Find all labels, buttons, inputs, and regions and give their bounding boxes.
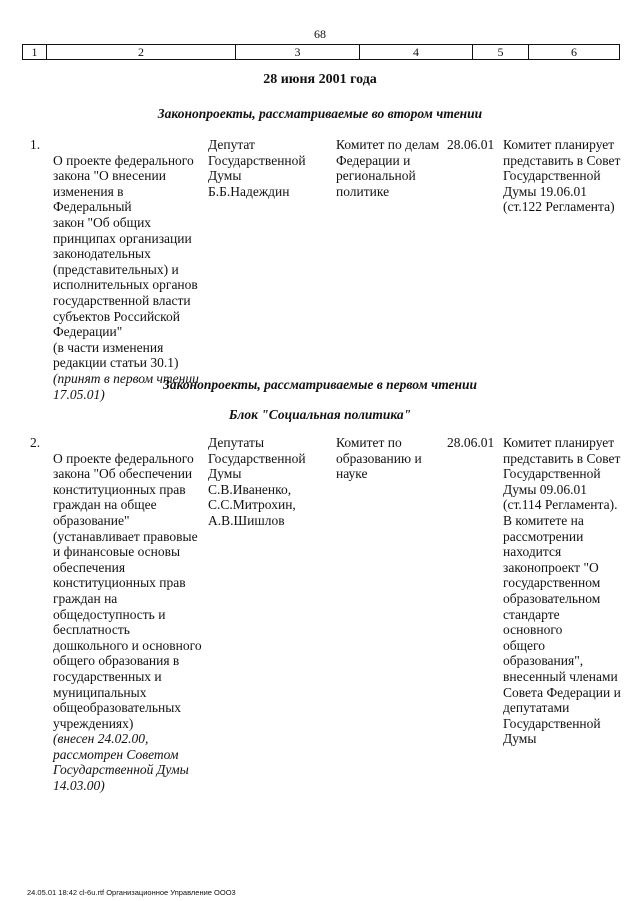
column-header-4: 4 bbox=[360, 45, 473, 60]
section-heading-first-reading: Законопроекты, рассматриваемые в первом чтении bbox=[162, 377, 478, 392]
entry-author: Депутат Государственной Думы Б.Б.Надеждин bbox=[208, 137, 306, 199]
entry-committee: Комитет по образованию и науке bbox=[336, 435, 422, 482]
entry-title: О проекте федерального закона "Об обеспечении конституционных прав граждан на общее образование" (устанавливает правовые и финансовые основы обеспечения конституционных прав граждан на общедоступность и бесплатность дошкольного и основного общего образования в государственных и муниципальных общеобразовательных учреждениях) bbox=[53, 450, 202, 731]
page-number: 68 bbox=[314, 27, 326, 41]
column-header-2: 2 bbox=[47, 45, 236, 60]
entry-date: 28.06.01 bbox=[447, 137, 495, 152]
column-header-3: 3 bbox=[236, 45, 360, 60]
column-header-row bbox=[23, 45, 620, 60]
entry-title-note: (принят в первом чтении 17.05.01) bbox=[53, 370, 199, 402]
document-footer: 24.05.01 18:42 cl-6u.rtf Организационное Управление ООО3 bbox=[27, 888, 236, 897]
entry-committee: Комитет по делам Федерации и региональной политике bbox=[336, 137, 440, 199]
block-heading: Блок "Социальная политика" bbox=[228, 407, 412, 422]
entry-number: 2. bbox=[30, 435, 41, 450]
column-header-5: 5 bbox=[473, 45, 529, 60]
entry-title-cell bbox=[53, 435, 203, 809]
column-header-6: 6 bbox=[529, 45, 620, 60]
entry-note: Комитет планирует представить в Совет Государственной Думы 19.06.01 (ст.122 Регламента) bbox=[503, 137, 621, 215]
column-header-1: 1 bbox=[23, 45, 47, 60]
entry-title: О проекте федерального закона "О внесении изменения в Федеральный закон "Об общих принципах организации законодательных (представительных) и исполнительных органов государственной власти субъектов Российской Федерации" (в части изменения редакции статьи 30.1) bbox=[53, 152, 198, 371]
entry-title-note: (внесен 24.02.00, рассмотрен Советом Государственной Думы 14.03.00) bbox=[53, 731, 189, 794]
date-heading: 28 июня 2001 года bbox=[263, 72, 377, 87]
entry-number: 1. bbox=[30, 137, 41, 152]
entry-title-cell bbox=[53, 137, 203, 418]
column-header-table bbox=[22, 44, 620, 60]
entry-author: Депутаты Государственной Думы С.В.Иваненко, С.С.Митрохин, А.В.Шишлов bbox=[208, 435, 306, 528]
section-heading-second-reading: Законопроекты, рассматриваемые во втором чтении bbox=[157, 106, 483, 121]
entry-note: Комитет планирует представить в Совет Государственной Думы 09.06.01 (ст.114 Регламента). В комитете на рассмотрении находится законопроект "О государственном образовательном стандарте основного общего образования", внесенный членами Совета Федерации и депутатами Государственной Думы bbox=[503, 435, 621, 747]
entry-date: 28.06.01 bbox=[447, 435, 495, 450]
